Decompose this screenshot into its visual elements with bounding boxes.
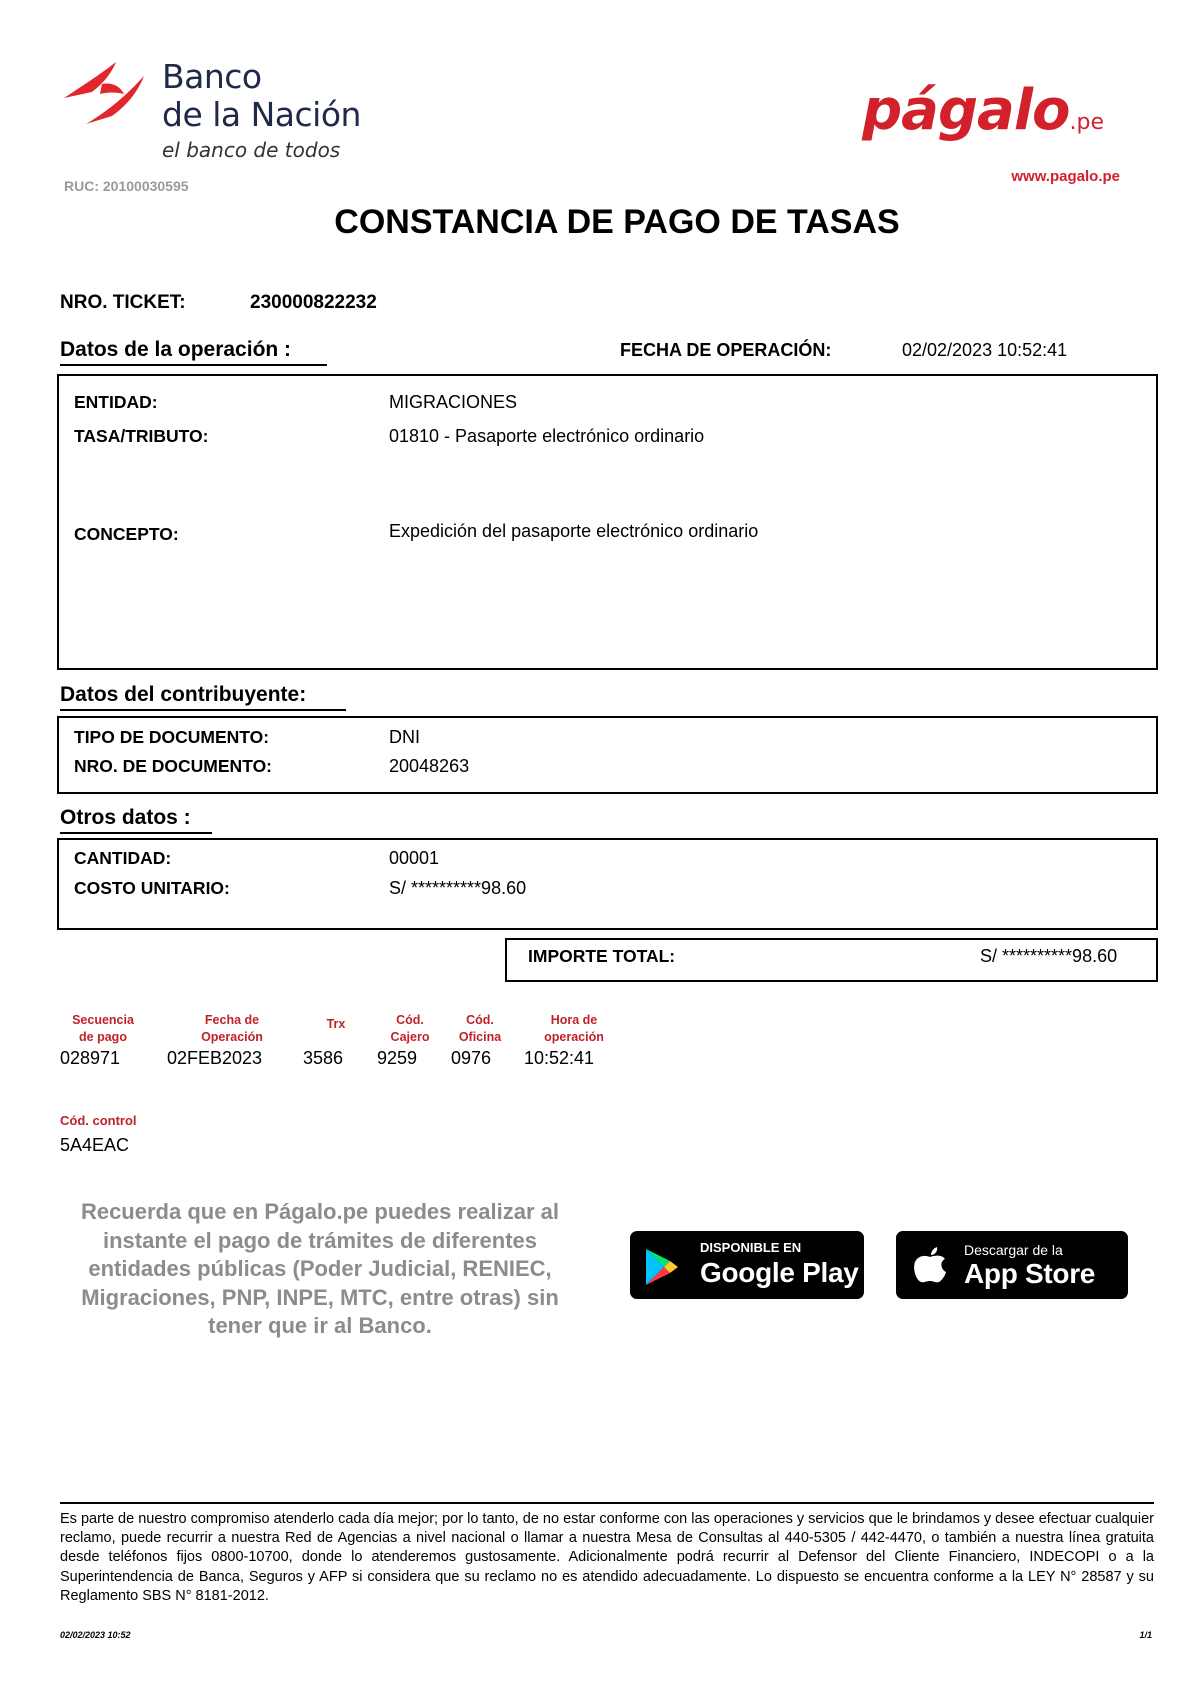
seq-value-hora: 10:52:41 <box>524 1048 595 1068</box>
google-play-icon <box>644 1247 680 1287</box>
importe-total-label: IMPORTE TOTAL: <box>528 946 676 966</box>
cantidad-value: 00001 <box>389 848 440 868</box>
seq-head-secuencia: Secuencia de pago <box>72 1013 134 1044</box>
apple-icon <box>912 1243 948 1285</box>
google-play-big-text: Google Play <box>700 1257 859 1288</box>
pagalo-logo-text: págalo <box>862 78 1070 143</box>
footer-legal-text: Es parte de nuestro compromiso atenderlo cada día mejor; por lo tanto, de no estar conforme con las operaciones y servicios que le brindamos y desee efectuar cualquier reclamo, puede recurrir a nuestra Red de Agencias a nivel nacional o llamar a nuestra Mesa de Consultas al 440-5305 / 442-4470, o también a nuestra línea gratuita desde teléfonos fijos 0800-10700, donde lo atenderemos gustosamente. Adicionalmente podrá recurrir al Defensor del Cliente Financiero, INDECOPI o a la Superintendencia de Banca, Seguros y AFP si considera que su reclamo no es atendido adecuadamente. Lo dispuesto se encuentra conforme a la LEY N° 28587 y su Reglamento SBS N° 8181-2012. <box>60 1511 1154 1604</box>
tasa-value: 01810 - Pasaporte electrónico ordinario <box>389 426 705 446</box>
seq-value-trx: 3586 <box>303 1048 344 1068</box>
tipo-documento-value: DNI <box>389 727 420 747</box>
pagalo-logo <box>862 78 1104 148</box>
tipo-documento-label: TIPO DE DOCUMENTO: <box>74 727 270 747</box>
concepto-label: CONCEPTO: <box>74 524 179 544</box>
cantidad-label: CANTIDAD: <box>74 848 172 868</box>
costo-unitario-label: COSTO UNITARIO: <box>74 878 230 898</box>
fecha-operacion-label: FECHA DE OPERACIÓN: <box>620 340 832 360</box>
importe-total-value: S/ **********98.60 <box>980 946 1118 966</box>
seq-head-oficina: Cód. Oficina <box>458 1013 502 1044</box>
seq-head-fecha: Fecha de Operación <box>201 1013 263 1044</box>
entidad-value: MIGRACIONES <box>389 392 518 412</box>
bank-name <box>162 58 361 134</box>
fecha-operacion-value: 02/02/2023 10:52:41 <box>902 340 1068 360</box>
bank-name-line2: de la Nación <box>162 95 361 134</box>
ruc-number: RUC: 20100030595 <box>64 178 189 194</box>
ticket-label: NRO. TICKET: <box>60 292 186 313</box>
app-store-big-text: App Store <box>964 1258 1096 1289</box>
pagalo-url[interactable]: www.pagalo.pe <box>1011 168 1120 185</box>
control-code-label: Cód. control <box>60 1113 137 1128</box>
app-store-small-text: Descargar de la <box>964 1242 1063 1258</box>
pagalo-logo-suffix: .pe <box>1069 110 1104 135</box>
concepto-value: Expedición del pasaporte electrónico ordinario <box>389 521 759 541</box>
footer-page-number: 1/1 <box>1139 1630 1152 1640</box>
ticket-number: 230000822232 <box>250 292 377 313</box>
app-store-badge[interactable] <box>896 1231 1128 1299</box>
google-play-badge[interactable] <box>630 1231 864 1299</box>
section-title-operacion: Datos de la operación : <box>60 338 327 366</box>
google-play-small-text: DISPONIBLE EN <box>700 1240 802 1255</box>
seq-value-oficina: 0976 <box>451 1048 492 1068</box>
seq-head-cajero: Cód. Cajero <box>390 1013 430 1044</box>
section-title-otros: Otros datos : <box>60 806 212 834</box>
seq-value-cajero: 9259 <box>377 1048 418 1068</box>
seq-value-secuencia: 028971 <box>60 1048 121 1068</box>
bank-name-line1: Banco <box>162 57 262 96</box>
seq-value-fecha: 02FEB2023 <box>167 1048 263 1068</box>
nro-documento-label: NRO. DE DOCUMENTO: <box>74 756 273 776</box>
footer-divider <box>60 1502 1154 1504</box>
tasa-label: TASA/TRIBUTO: <box>74 426 209 446</box>
nro-documento-value: 20048263 <box>389 756 470 776</box>
bank-tagline: el banco de todos <box>162 138 341 162</box>
document-title: CONSTANCIA DE PAGO DE TASAS <box>334 203 900 241</box>
section-title-contribuyente: Datos del contribuyente: <box>60 683 346 711</box>
banco-de-la-nacion-logo <box>62 58 382 168</box>
control-code-value: 5A4EAC <box>60 1135 130 1155</box>
banco-nacion-swoosh-icon <box>62 58 152 128</box>
seq-head-hora: Hora de operación <box>544 1013 604 1044</box>
costo-unitario-value: S/ **********98.60 <box>389 878 527 898</box>
footer-print-date: 02/02/2023 10:52 <box>60 1630 131 1640</box>
seq-head-trx: Trx <box>326 1017 346 1031</box>
entidad-label: ENTIDAD: <box>74 392 158 412</box>
promo-text: Recuerda que en Págalo.pe puedes realizar al instante el pago de trámites de diferentes entidades públicas (Poder Judicial, RENIEC, Migraciones, PNP, INPE, MTC, entre otras) sin tener que ir al Banco. <box>80 1199 560 1338</box>
